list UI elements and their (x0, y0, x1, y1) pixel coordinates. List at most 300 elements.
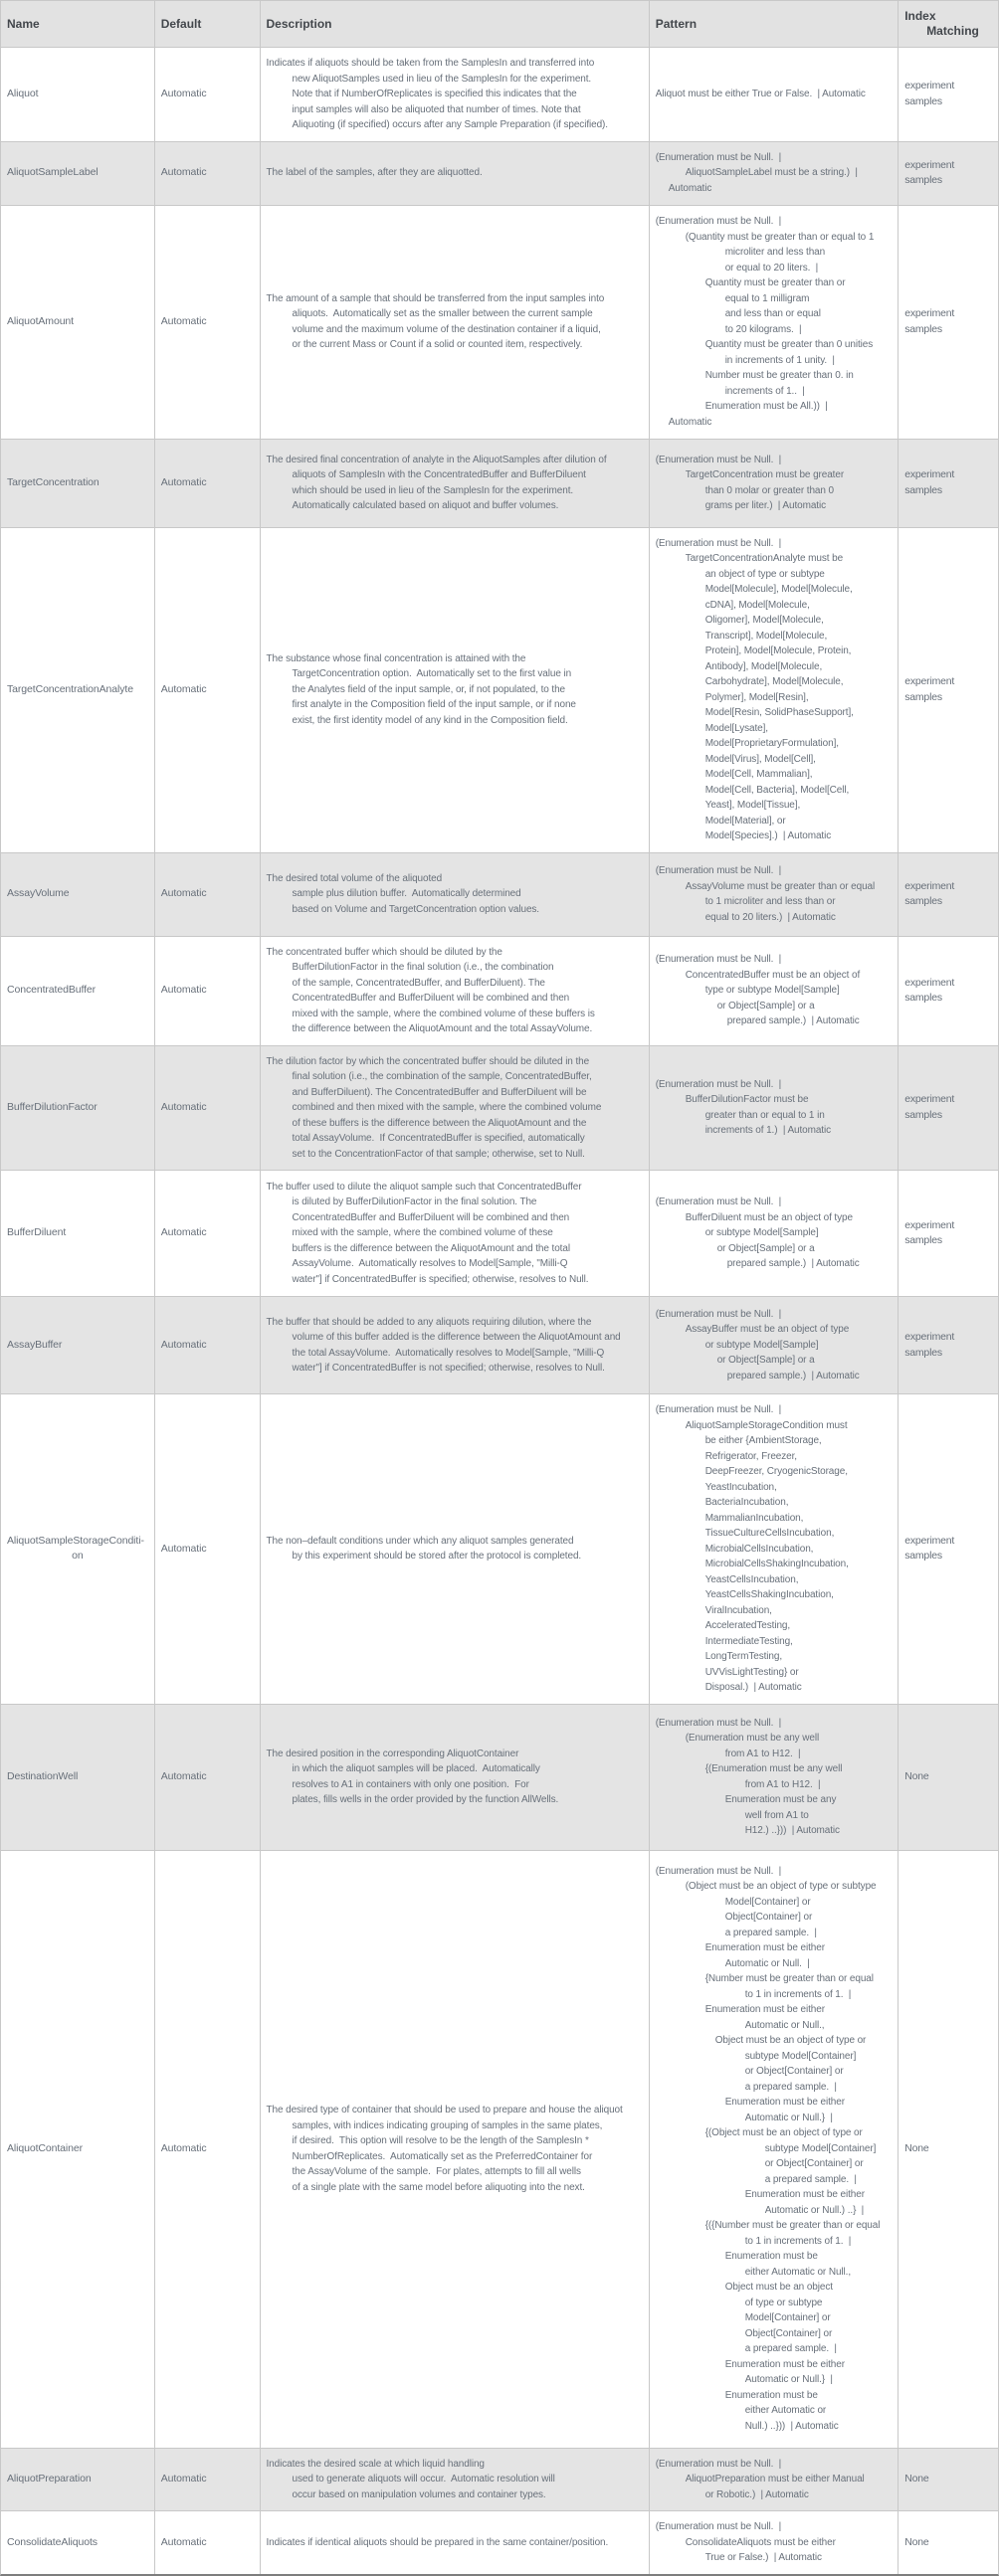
text-line: Automatic (668, 416, 712, 428)
option-pattern (650, 142, 899, 205)
text-line: Enumeration must be (724, 2389, 818, 2401)
option-description (261, 937, 650, 1045)
text-line: from A1 to H12. | (724, 1748, 801, 1759)
option-description (261, 1171, 650, 1296)
option-index-matching: experiment samples (904, 675, 955, 703)
text-line: The dilution factor by which the concentrated buffer should be diluted in the (266, 1055, 590, 1067)
option-default: Automatic (155, 853, 261, 936)
option-index-matching: experiment samples (904, 1218, 955, 1246)
text-line: based on Volume and TargetConcentration option values. (292, 903, 539, 915)
option-default: Automatic (155, 1046, 261, 1171)
text-line: used to generate aliquots will occur. Automatic resolution will (292, 2474, 555, 2484)
text-line: Model[ProprietaryFormulation], (704, 738, 839, 749)
text-line: (Enumeration must be Null. | (655, 1308, 782, 1320)
column-header-index-line2: Matching (926, 24, 979, 38)
table-row (1, 1170, 998, 1296)
text-line: H12.) ..})) | Automatic (744, 1825, 840, 1836)
text-line: or equal to 20 liters. | (724, 262, 819, 274)
option-description (261, 1851, 650, 2448)
option-default: Automatic (155, 1297, 261, 1393)
text-line: Model[Molecule], Model[Molecule, (704, 584, 853, 595)
text-line: IntermediateTesting, (704, 1635, 793, 1647)
text-line: BufferDilutionFactor (7, 1101, 98, 1113)
text-line: or Object[Sample] or a (716, 1242, 815, 1254)
text-line: Enumeration must be either (724, 2358, 845, 2370)
text-line: The non–default conditions under which any aliquot samples generated (266, 1535, 574, 1547)
text-line: be either {AmbientStorage, (704, 1435, 822, 1446)
text-line: Indicates if aliquots should be taken from the SamplesIn and transferred into (266, 58, 595, 69)
option-default: Automatic (155, 1394, 261, 1704)
column-header-default: Default (155, 1, 261, 47)
text-line: The desired total volume of the aliquoted (266, 872, 443, 884)
text-line: Aliquot must be either True or False. | Automatic (655, 89, 866, 99)
text-line: input samples will also be aliquoted that number of times. Note that (292, 103, 581, 115)
text-line: Model[Cell, Bacteria], Model[Cell, (704, 784, 850, 796)
option-description (261, 206, 650, 439)
text-line: and less than or equal (724, 308, 821, 319)
text-line: Indicates the desired scale at which liquid handling (266, 2458, 485, 2470)
option-default: Automatic (155, 48, 261, 141)
text-line: (Enumeration must be Null. | (655, 2458, 782, 2470)
text-line: The substance whose final concentration is attained with the (266, 652, 526, 664)
text-line: greater than or equal to 1 in (704, 1109, 825, 1121)
option-index-matching: None (904, 1769, 929, 1782)
text-line: water"] if ConcentratedBuffer is specified; otherwise, resolves to Null. (292, 1273, 589, 1285)
table-body (1, 47, 998, 2574)
option-index-matching: None (904, 2141, 929, 2154)
text-line: The buffer used to dilute the aliquot sample such that ConcentratedBuffer (266, 1181, 582, 1193)
text-line: MicrobialCellsIncubation, (704, 1543, 814, 1555)
text-line: new AliquotSamples used in lieu of the SamplesIn for the experiment. (292, 73, 592, 85)
column-header-index-matching (899, 1, 998, 47)
text-line: mixed with the sample, where the combined volume of these buffers is (292, 1008, 595, 1019)
text-line: occur based on manipulation volumes and container types. (292, 2488, 546, 2500)
option-pattern (650, 937, 899, 1045)
table-row (1, 47, 998, 141)
text-line: UVVisLightTesting} or (704, 1666, 799, 1678)
option-pattern (650, 1297, 899, 1393)
table-row (1, 1045, 998, 1171)
text-line: buffers is the difference between the AliquotAmount and the total (292, 1242, 570, 1254)
text-line: The desired final concentration of analyte in the AliquotSamples after dilution of (266, 454, 607, 465)
text-line: The desired type of container that should be used to prepare and house the aliquot (266, 2105, 623, 2116)
text-line: Enumeration must be either (704, 2004, 825, 2016)
option-pattern (650, 1171, 899, 1296)
text-line: BufferDilutionFactor in the final solution (i.e., the combination (292, 962, 554, 973)
text-line: a prepared sample. | (724, 1927, 817, 1938)
text-line: volume and the maximum volume of the destination container if a liquid, (292, 323, 601, 335)
text-line: exist, the first identity model of any kind in the Composition field. (292, 714, 568, 726)
table-row (1, 141, 998, 205)
text-line: TissueCultureCellsIncubation, (704, 1528, 835, 1539)
text-line: well from A1 to (744, 1809, 809, 1821)
text-line: or subtype Model[Sample] (704, 1227, 819, 1239)
option-index-matching: experiment samples (904, 158, 955, 186)
text-line: or Object[Container] or (744, 2066, 844, 2078)
option-index-matching: experiment samples (904, 307, 955, 335)
option-index-matching: experiment samples (904, 1331, 955, 1359)
text-line: of these buffers is the difference between the AliquotAmount and the (292, 1117, 587, 1129)
option-pattern (650, 48, 899, 141)
text-line: to 1 in increments of 1. | (744, 2235, 852, 2247)
text-line: the AssayVolume of the sample. For plates, attempts to fill all wells (292, 2166, 581, 2177)
text-line: Yeast], Model[Tissue], (704, 800, 801, 811)
text-line: The label of the samples, after they are aliquotted. (266, 167, 483, 179)
text-line: Model[Species].) | Automatic (704, 830, 832, 841)
option-pattern (650, 853, 899, 936)
text-line: (Enumeration must be Null. | (655, 1865, 782, 1877)
option-pattern (650, 528, 899, 852)
text-line: in which the aliquot samples will be placed. Automatically (292, 1763, 540, 1774)
text-line: Enumeration must be any (724, 1794, 837, 1805)
text-line: BufferDiluent must be an object of type (685, 1211, 853, 1223)
text-line: of the sample, ConcentratedBuffer, and BufferDiluent). The (292, 977, 545, 989)
text-line: ConsolidateAliquots must be either (685, 2536, 836, 2548)
text-line: or Robotic.) | Automatic (704, 2488, 809, 2500)
text-line: AliquotSampleStorageConditi- (7, 1534, 144, 1547)
text-line: (Enumeration must be Null. | (655, 216, 782, 227)
text-line: Object[Container] or (744, 2327, 833, 2339)
table-row (1, 1296, 998, 1393)
table-row (1, 527, 998, 852)
text-line: Enumeration must be All.)) | (704, 401, 828, 412)
text-line: Aliquot (7, 88, 39, 99)
text-line: Carbohydrate], Model[Molecule, (704, 676, 844, 687)
text-line: YeastIncubation, (704, 1481, 777, 1493)
text-line: prepared sample.) | Automatic (726, 1015, 860, 1027)
option-index-matching: experiment samples (904, 1534, 955, 1563)
text-line: subtype Model[Container] (744, 2050, 857, 2062)
text-line: True or False.) | Automatic (704, 2552, 822, 2563)
table-row (1, 1850, 998, 2448)
text-line: MicrobialCellsShakingIncubation, (704, 1559, 849, 1569)
option-index-matching: experiment samples (904, 80, 955, 107)
text-line: equal to 20 liters.) | Automatic (704, 911, 836, 923)
text-line: LongTermTesting, (704, 1651, 783, 1662)
text-line: AliquotAmount (7, 314, 74, 327)
text-line: DestinationWell (7, 1769, 79, 1782)
option-name (1, 48, 155, 141)
text-line: Note that if NumberOfReplicates is specified this indicates that the (292, 89, 577, 99)
text-line: water"] if ConcentratedBuffer is not specified; otherwise, resolves to Null. (292, 1363, 605, 1374)
text-line: either Automatic or (744, 2405, 827, 2417)
text-line: Model[Lysate], (704, 722, 768, 734)
text-line: Null.) ..})) | Automatic (744, 2420, 839, 2432)
text-line: ViralIncubation, (704, 1604, 772, 1616)
text-line: a prepared sample. | (744, 2343, 837, 2355)
text-line: to 1 in increments of 1. | (744, 1988, 852, 2000)
text-line: NumberOfReplicates. Automatically set as the PreferredContainer for (292, 2150, 593, 2162)
option-pattern (650, 440, 899, 527)
text-line: {(Enumeration must be any well (704, 1763, 843, 1774)
option-pattern (650, 1851, 899, 2448)
text-line: (Enumeration must be Null. | (655, 1717, 782, 1729)
text-line: equal to 1 milligram (724, 292, 810, 304)
option-description (261, 142, 650, 205)
text-line: a prepared sample. | (744, 2081, 837, 2093)
text-line: BufferDilutionFactor must be (685, 1094, 809, 1106)
text-line: AliquotPreparation must be either Manual (685, 2474, 865, 2484)
option-description (261, 2449, 650, 2511)
text-line: microliter and less than (724, 247, 826, 258)
option-description (261, 440, 650, 527)
text-line: {(Object must be an object of type or (704, 2127, 863, 2139)
option-default: Automatic (155, 206, 261, 439)
text-line: subtype Model[Container] (764, 2142, 877, 2154)
text-line: AcceleratedTesting, (704, 1620, 791, 1631)
option-pattern (650, 2449, 899, 2511)
option-index-matching: None (904, 2473, 929, 2484)
text-line: AliquotSampleLabel (7, 166, 99, 179)
text-line: or the current Mass or Count if a solid or counted item, respectively. (292, 339, 583, 350)
option-name (1, 1394, 155, 1704)
option-default: Automatic (155, 1851, 261, 2448)
text-line: Enumeration must be either (704, 1942, 825, 1954)
text-line: Automatic or Null., (744, 2019, 825, 2031)
option-description (261, 48, 650, 141)
option-default: Automatic (155, 2511, 261, 2574)
option-index-matching: experiment samples (904, 879, 955, 907)
text-line: Automatic or Null.) ..} | (764, 2204, 865, 2216)
text-line: or Object[Sample] or a (716, 1355, 815, 1367)
text-line: YeastCellsIncubation, (704, 1573, 799, 1585)
text-line: (Enumeration must be Null. | (655, 954, 782, 966)
text-line: (Enumeration must be Null. | (655, 1078, 782, 1090)
text-line: (Quantity must be greater than or equal to 1 (685, 231, 875, 243)
table-row (1, 439, 998, 527)
text-line: a prepared sample. | (764, 2173, 857, 2185)
text-line: prepared sample.) | Automatic (726, 1370, 860, 1381)
text-line: Object must be an object (724, 2282, 833, 2294)
text-line: Transcript], Model[Molecule, (704, 630, 828, 642)
text-line: mixed with the sample, where the combined volume of these (292, 1227, 553, 1239)
text-line: the total AssayVolume. Automatically resolves to Model[Sample, "Milli-Q (292, 1347, 605, 1359)
text-line: Enumeration must be (724, 2251, 818, 2263)
text-line: AssayBuffer (7, 1338, 63, 1351)
text-line: to 20 kilograms. | (724, 323, 802, 335)
text-line: cDNA], Model[Molecule, (704, 599, 810, 611)
option-description (261, 1297, 650, 1393)
option-default: Automatic (155, 142, 261, 205)
text-line: TargetConcentrationAnalyte must be (685, 553, 844, 564)
column-header-pattern: Pattern (650, 1, 899, 47)
option-name (1, 440, 155, 527)
text-line: first analyte in the Composition field of the input sample, or if none (292, 699, 576, 711)
text-line: type or subtype Model[Sample] (704, 985, 840, 997)
option-default: Automatic (155, 440, 261, 527)
option-index-matching: None (904, 2535, 929, 2548)
option-default: Automatic (155, 1171, 261, 1296)
text-line: Automatic (668, 182, 712, 194)
option-description (261, 2511, 650, 2574)
option-name (1, 1046, 155, 1171)
column-header-index-line1: Index (904, 9, 936, 23)
text-line: and BufferDiluent). The ConcentratedBuffer and BufferDiluent will be (292, 1086, 587, 1098)
option-pattern (650, 1394, 899, 1704)
text-line: Model[Material], or (704, 815, 786, 827)
text-line: (Object must be an object of type or subtype (685, 1881, 877, 1893)
text-line: Number must be greater than 0. in (704, 370, 854, 381)
text-line: Object[Container] or (724, 1912, 813, 1924)
text-line: increments of 1.) | Automatic (704, 1125, 832, 1137)
text-line: The desired position in the corresponding AliquotContainer (266, 1748, 519, 1759)
option-name (1, 2511, 155, 2574)
text-line: AssayBuffer must be an object of type (685, 1324, 850, 1336)
table-row (1, 2510, 998, 2574)
text-line: {Number must be greater than or equal (704, 1973, 874, 1985)
text-line: Antibody], Model[Molecule, (704, 660, 823, 672)
text-line: on (72, 1550, 84, 1563)
text-line: Quantity must be greater than 0 unities (704, 339, 874, 350)
text-line: ConsolidateAliquots (7, 2535, 98, 2548)
option-pattern (650, 206, 899, 439)
option-index-matching: experiment samples (904, 976, 955, 1004)
text-line: Enumeration must be either (744, 2189, 865, 2201)
text-line: The concentrated buffer which should be diluted by the (266, 946, 502, 958)
text-line: final solution (i.e., the combination of the sample, ConcentratedBuffer, (292, 1071, 592, 1082)
text-line: total AssayVolume. If ConcentratedBuffer is specified, automatically (292, 1133, 585, 1144)
text-line: ConcentratedBuffer and BufferDiluent will be combined and then (292, 1211, 570, 1223)
option-name (1, 853, 155, 936)
table-row (1, 852, 998, 936)
text-line: Indicates if identical aliquots should be prepared in the same container/position. (266, 2536, 609, 2548)
text-line: AliquotPreparation (7, 2473, 92, 2484)
table-header-row (1, 1, 998, 47)
text-line: Automatically calculated based on aliquot and buffer volumes. (292, 500, 559, 511)
option-description (261, 1394, 650, 1704)
text-line: Polymer], Model[Resin], (704, 691, 809, 703)
text-line: {({Number must be greater than or equal (704, 2220, 881, 2232)
text-line: Object must be an object of type or (714, 2035, 867, 2047)
option-name (1, 2449, 155, 2511)
text-line: ConcentratedBuffer (7, 984, 97, 997)
text-line: BacteriaIncubation, (704, 1497, 789, 1508)
text-line: increments of 1.. | (724, 385, 805, 397)
option-name (1, 1171, 155, 1296)
text-line: AssayVolume (7, 887, 70, 900)
text-line: of a single plate with the same model before aliquoting into the next. (292, 2181, 585, 2193)
table-row (1, 1704, 998, 1850)
text-line: (Enumeration must be Null. | (655, 865, 782, 876)
text-line: ConcentratedBuffer must be an object of (685, 969, 861, 981)
text-line: TargetConcentration must be greater (685, 469, 845, 480)
text-line: the Analytes field of the input sample, or, if not populated, to the (292, 683, 565, 695)
option-description (261, 1705, 650, 1850)
text-line: (Enumeration must be Null. | (655, 1404, 782, 1415)
text-line: resolves to A1 in containers with only one position. For (292, 1778, 529, 1790)
option-name (1, 1705, 155, 1850)
text-line: Quantity must be greater than or (704, 277, 846, 288)
text-line: Refrigerator, Freezer, (704, 1450, 797, 1462)
option-description (261, 853, 650, 936)
text-line: an object of type or subtype (704, 568, 825, 580)
text-line: MammalianIncubation, (704, 1512, 804, 1524)
text-line: of type or subtype (744, 2297, 823, 2308)
text-line: to 1 microliter and less than or (704, 896, 836, 907)
text-line: prepared sample.) | Automatic (726, 1258, 860, 1270)
option-index-matching: experiment samples (904, 468, 955, 496)
option-name (1, 1851, 155, 2448)
text-line: than 0 molar or greater than 0 (704, 484, 834, 496)
option-name (1, 142, 155, 205)
text-line: ConcentratedBuffer and BufferDiluent will be combined and then (292, 993, 570, 1004)
text-line: (Enumeration must be Null. | (655, 151, 782, 163)
text-line: Automatic or Null. | (724, 1957, 810, 1969)
text-line: either Automatic or Null., (744, 2266, 852, 2278)
option-default: Automatic (155, 2449, 261, 2511)
text-line: Disposal.) | Automatic (704, 1682, 802, 1693)
text-line: samples, with indices indicating grouping of samples in the same plates, (292, 2119, 603, 2131)
text-line: from A1 to H12. | (744, 1778, 821, 1790)
text-line: Automatic or Null.} | (744, 2374, 833, 2386)
text-line: TargetConcentration (7, 475, 100, 488)
table-row (1, 205, 998, 439)
option-pattern (650, 1046, 899, 1171)
text-line: Model[Container] or (724, 1896, 811, 1908)
text-line: which should be used in lieu of the SamplesIn for the experiment. (292, 484, 574, 496)
column-header-name: Name (1, 1, 155, 47)
column-header-description: Description (261, 1, 650, 47)
option-default: Automatic (155, 528, 261, 852)
text-line: aliquots. Automatically set as the smaller between the current sample (292, 308, 593, 319)
text-line: grams per liter.) | Automatic (704, 500, 826, 511)
text-line: or subtype Model[Sample] (704, 1339, 819, 1351)
option-name (1, 1297, 155, 1393)
text-line: set to the ConcentrationFactor of that sample; otherwise, set to Null. (292, 1148, 585, 1160)
text-line: in increments of 1 unity. | (724, 354, 835, 366)
text-line: Enumeration must be either (724, 2097, 845, 2109)
text-line: AliquotSampleStorageCondition must (685, 1419, 848, 1431)
text-line: (Enumeration must be any well (685, 1733, 820, 1744)
text-line: The amount of a sample that should be transferred from the input samples into (266, 292, 605, 304)
text-line: AssayVolume must be greater than or equal (685, 880, 876, 892)
table-row (1, 1393, 998, 1704)
text-line: AliquotSampleLabel must be a string.) | (685, 167, 858, 179)
text-line: AssayVolume. Automatically resolves to Model[Sample, "Milli-Q (292, 1258, 568, 1270)
text-line: AliquotContainer (7, 2141, 84, 2154)
text-line: or Object[Container] or (764, 2158, 864, 2170)
text-line: DeepFreezer, CryogenicStorage, (704, 1466, 848, 1477)
text-line: YeastCellsShakingIncubation, (704, 1589, 834, 1600)
text-line: aliquots of SamplesIn with the ConcentratedBuffer and BufferDiluent (292, 469, 586, 480)
text-line: (Enumeration must be Null. | (655, 454, 782, 465)
option-pattern (650, 1705, 899, 1850)
option-pattern (650, 2511, 899, 2574)
text-line: (Enumeration must be Null. | (655, 1196, 782, 1208)
text-line: if desired. This option will resolve to be the length of the SamplesIn * (292, 2135, 589, 2146)
option-index-matching: experiment samples (904, 1093, 955, 1121)
text-line: or Object[Sample] or a (716, 1000, 815, 1012)
text-line: TargetConcentrationAnalyte (7, 682, 133, 695)
option-name (1, 937, 155, 1045)
text-line: Aliquoting (if specified) occurs after any Sample Preparation (if specified). (292, 119, 608, 130)
text-line: Model[Cell, Mammalian], (704, 769, 813, 780)
text-line: (Enumeration must be Null. | (655, 2521, 782, 2532)
text-line: sample plus dilution buffer. Automatically determined (292, 888, 521, 900)
text-line: BufferDiluent (7, 1226, 67, 1239)
text-line: volume of this buffer added is the difference between the AliquotAmount and (292, 1332, 621, 1343)
option-default: Automatic (155, 937, 261, 1045)
table-row (1, 2448, 998, 2511)
text-line: Model[Resin, SolidPhaseSupport], (704, 707, 854, 718)
text-line: The buffer that should be added to any aliquots requiring dilution, where the (266, 1316, 592, 1328)
option-name (1, 528, 155, 852)
text-line: Model[Container] or (744, 2312, 831, 2324)
text-line: by this experiment should be stored after the protocol is completed. (292, 1551, 582, 1563)
table-row (1, 936, 998, 1045)
text-line: combined and then mixed with the sample, where the combined volume (292, 1102, 602, 1113)
text-line: is diluted by BufferDilutionFactor in the final solution. The (292, 1196, 537, 1208)
